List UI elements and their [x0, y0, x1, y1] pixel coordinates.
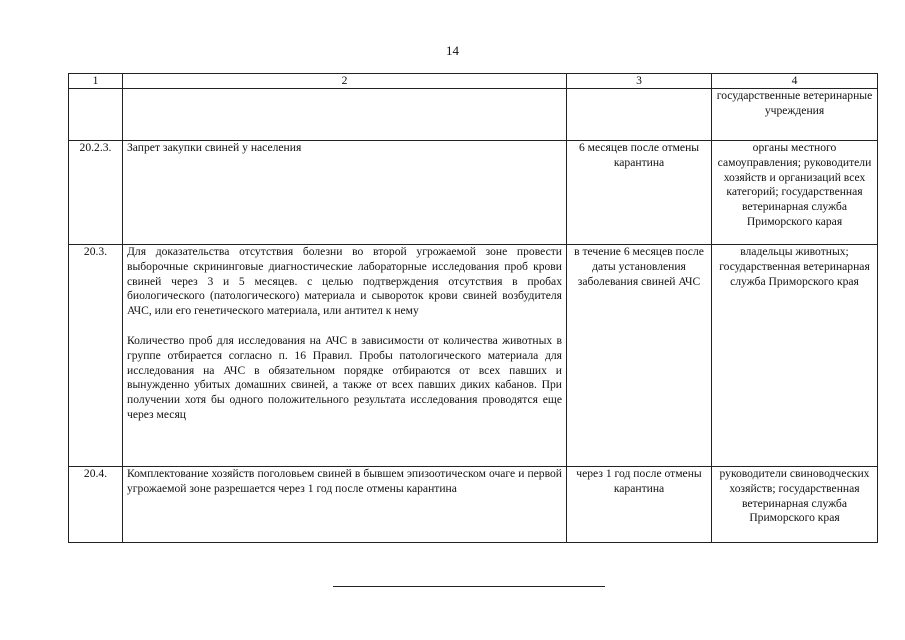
row-responsible: владельцы животных; государственная ветеринарная служба Приморского края [712, 245, 878, 467]
table-row [69, 141, 878, 245]
row-description [123, 89, 567, 141]
row-number: 20.2.3. [69, 141, 123, 245]
row-responsible: государственные ветеринарные учреждения [712, 89, 878, 141]
row-number [69, 89, 123, 141]
row-number: 20.4. [69, 467, 123, 543]
description-paragraph: Запрет закупки свиней у населения [127, 141, 302, 154]
column-header: 4 [712, 74, 878, 89]
row-number: 20.3. [69, 245, 123, 467]
footer-divider [333, 586, 605, 587]
row-description [123, 141, 567, 245]
table-row [69, 245, 878, 467]
row-description [123, 245, 567, 467]
description-paragraph: Для доказательства отсутствия болезни во второй угрожаемой зоне провести выборочные скрининговые диагностические лабораторные исследования проб крови свиней через 3 и 5 месяцев. с целью подтверждения отсутствия в пробах биологического (патологического) материала и сывороток крови свиней возбудителя АЧС, или его генетического материала, или антител к нему [127, 245, 562, 318]
description-paragraph: Количество проб для исследования на АЧС в зависимости от количества животных в группе отбирается согласно п. 16 Правил. Пробы патологического материала для исследования на АЧС в обязательном порядке отбираются от всех павших и вынужденно убитых домашних свиней, а также от всех павших диких кабанов. При получении хотя бы одного положительного результата исследования проводятся еще через месяц [127, 333, 562, 421]
column-header: 1 [69, 74, 123, 89]
page-number: 14 [446, 43, 459, 58]
table-row [69, 467, 878, 543]
row-term: через 1 год после отмены карантина [567, 467, 712, 543]
description-paragraph: Комплектование хозяйств поголовьем свиней в бывшем эпизоотическом очаге и первой угрожаемой зоне разрешается через 1 год после отмены карантина [127, 467, 562, 495]
row-responsible: органы местного самоуправления; руководители хозяйств и организаций всех категорий; государственная ветеринарная служба Приморского карая [712, 141, 878, 245]
row-term: 6 месяцев после отмены карантина [567, 141, 712, 245]
table-row [69, 89, 878, 141]
measures-table [68, 73, 878, 543]
row-term [567, 89, 712, 141]
column-header: 2 [123, 74, 567, 89]
row-term: в течение 6 месяцев после даты установления заболевания свиней АЧС [567, 245, 712, 467]
row-description [123, 467, 567, 543]
column-header: 3 [567, 74, 712, 89]
table-header-row [69, 74, 878, 89]
row-responsible: руководители свиноводческих хозяйств; государственная ветеринарная служба Приморского края [712, 467, 878, 543]
